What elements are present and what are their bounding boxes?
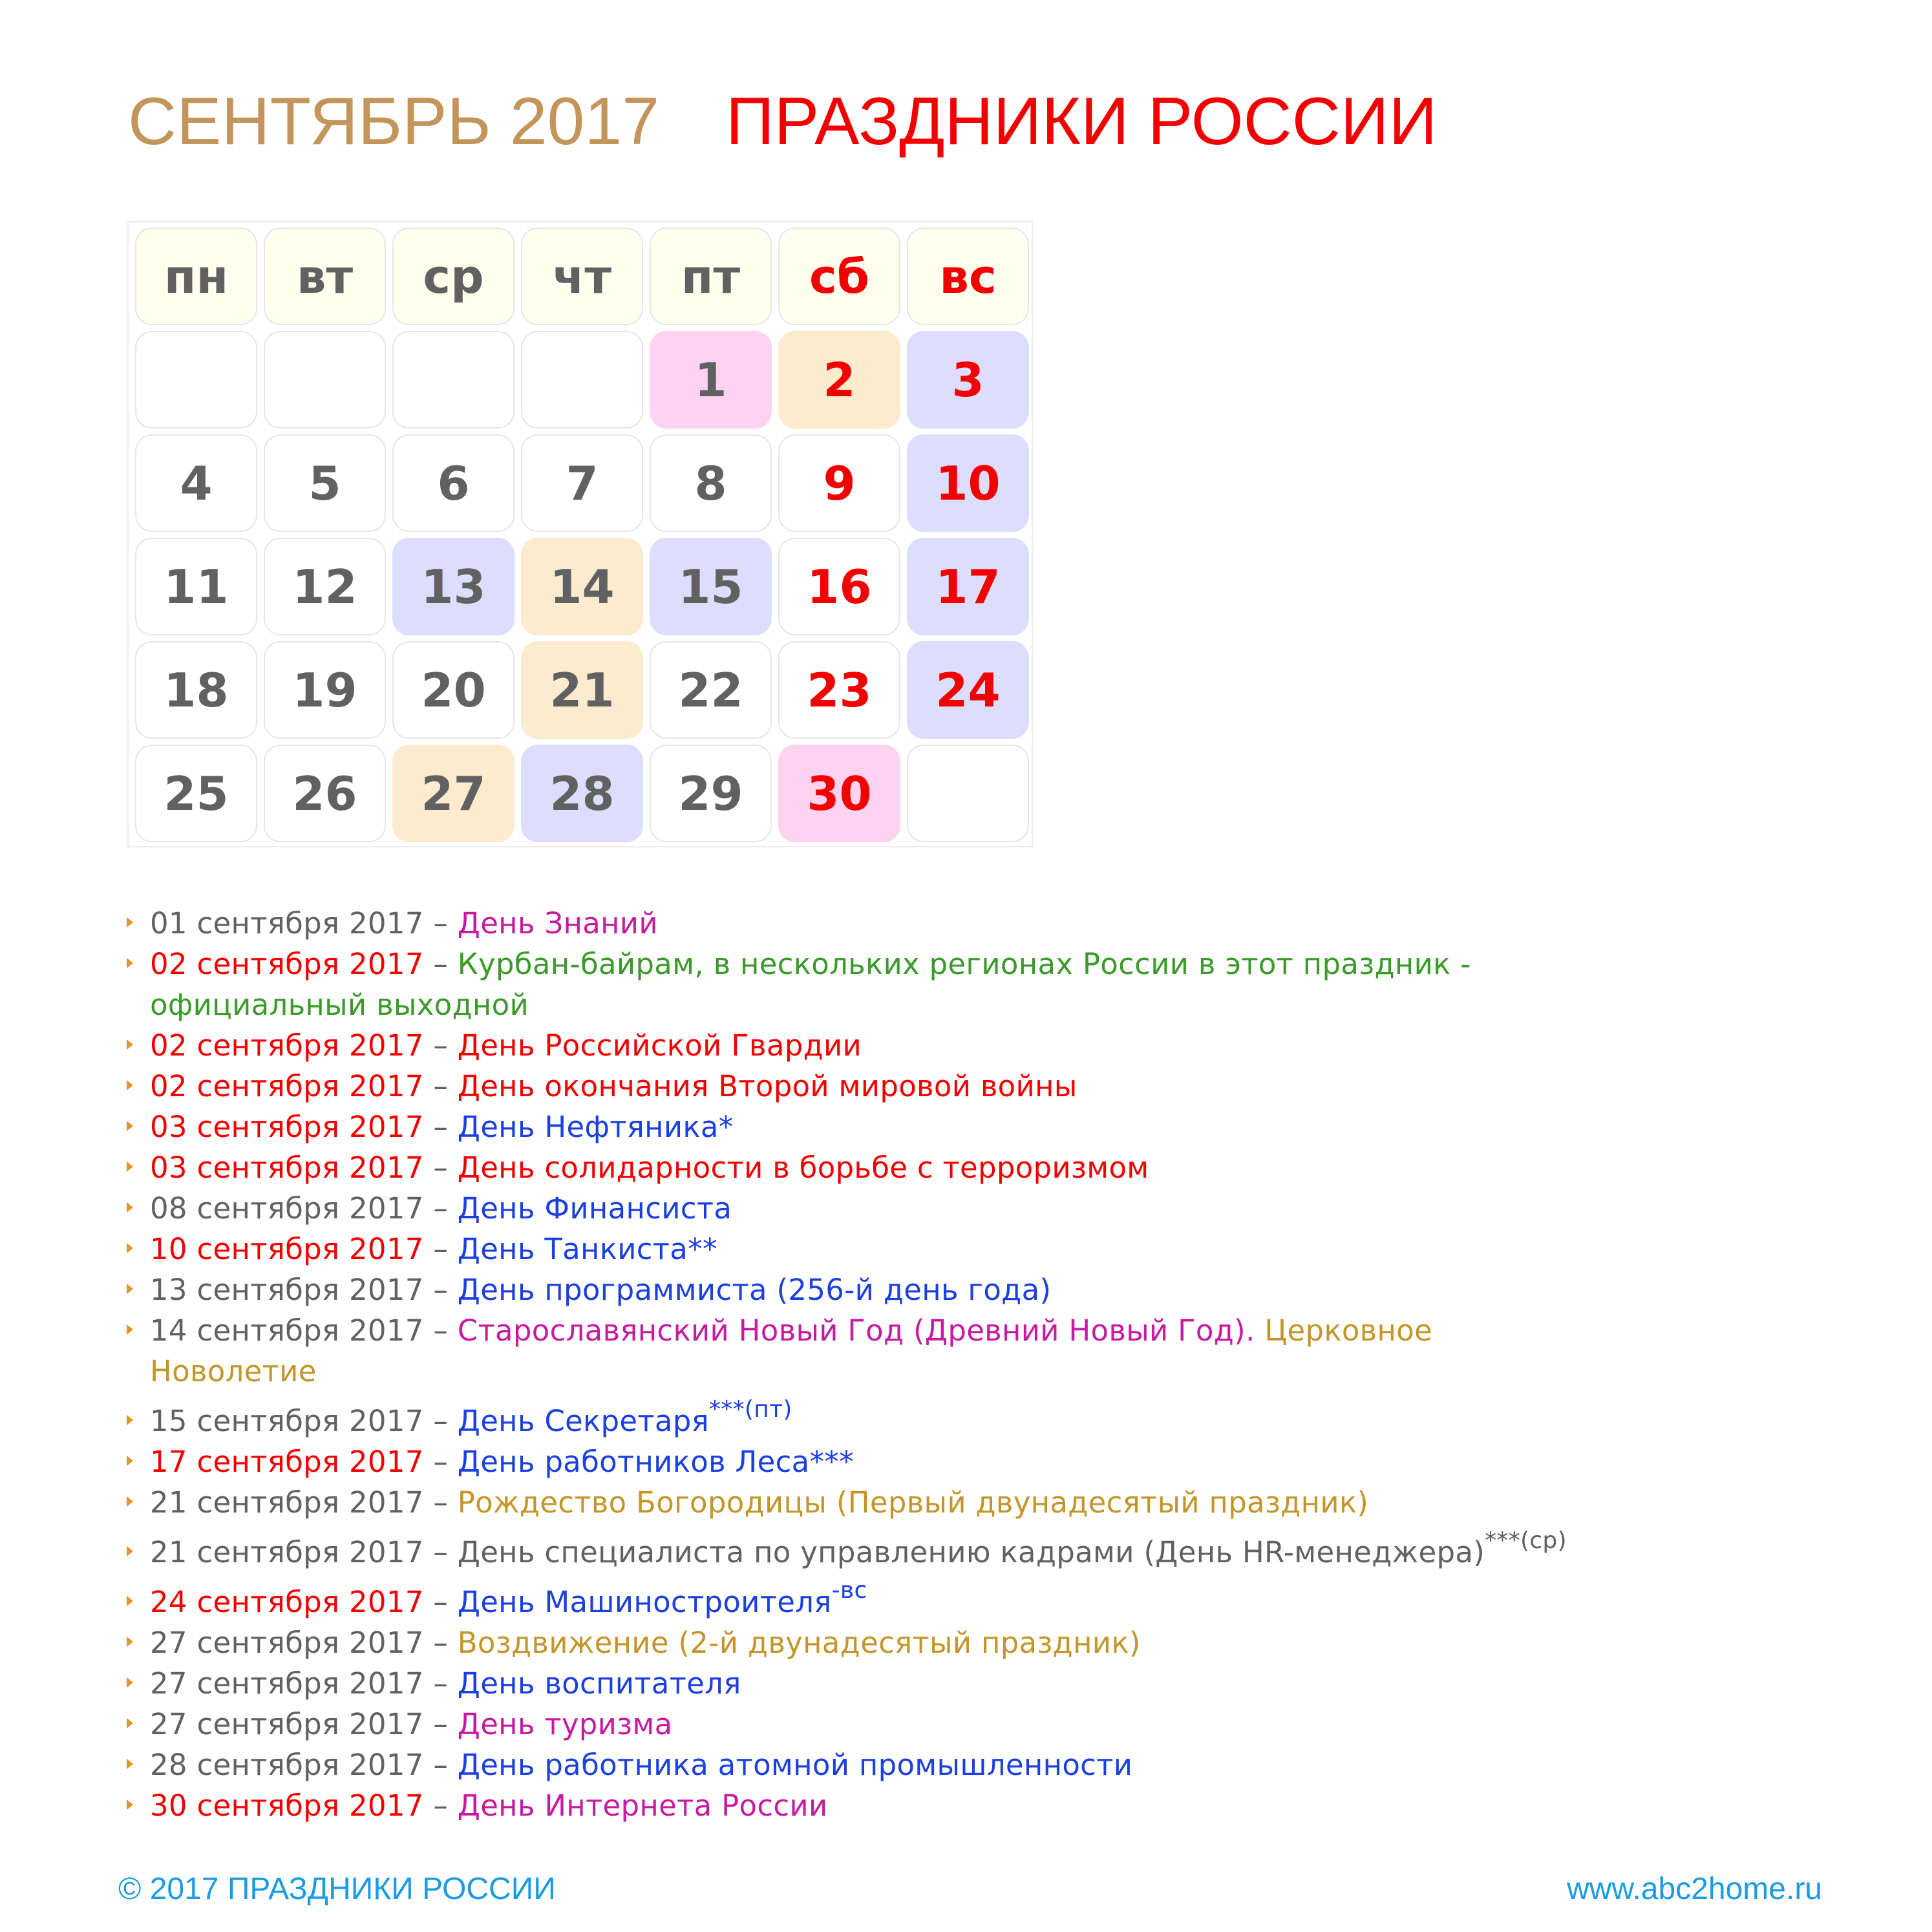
holiday-date: 24 сентября 2017 <box>150 1585 424 1619</box>
bullet-arrow-icon <box>127 1718 133 1728</box>
holiday-item <box>127 1188 1613 1229</box>
holiday-name: День Нефтяника* <box>457 1110 734 1144</box>
holiday-date: 15 сентября 2017 <box>150 1404 424 1438</box>
calendar-day: 28 <box>521 745 643 842</box>
holiday-name: День окончания Второй мировой войны <box>457 1069 1077 1103</box>
holiday-date: 03 сентября 2017 <box>150 1110 424 1144</box>
page-title <box>128 83 1438 160</box>
bullet-arrow-icon <box>127 958 133 968</box>
holiday-item <box>127 1147 1613 1188</box>
holiday-date: 30 сентября 2017 <box>150 1789 424 1823</box>
bullet-arrow-icon <box>127 1456 133 1466</box>
bullet-arrow-icon <box>127 917 133 928</box>
calendar-day: 14 <box>521 538 643 635</box>
holiday-date: 14 сентября 2017 <box>150 1313 424 1348</box>
holiday-name: Воздвижение (2-й двунадесятый праздник) <box>457 1626 1141 1660</box>
calendar-day: 7 <box>521 434 643 532</box>
holiday-date: 13 сентября 2017 <box>150 1273 424 1307</box>
holiday-date: 10 сентября 2017 <box>150 1232 424 1266</box>
holiday-name: Старославянский Новый Год (Древний Новый Год). <box>457 1313 1265 1348</box>
holiday-name: День Секретаря <box>457 1404 709 1438</box>
holiday-item <box>127 1745 1613 1785</box>
holiday-name: День Финансиста <box>457 1191 732 1226</box>
calendar-day: 18 <box>135 641 257 739</box>
calendar-day: 26 <box>264 745 386 842</box>
calendar-day: 11 <box>135 538 257 635</box>
holiday-footnote-mark: -вс <box>831 1577 867 1604</box>
dash-separator: – <box>423 1626 458 1660</box>
holiday-date: 02 сентября 2017 <box>150 947 424 981</box>
holiday-name-continuation: Новолетие <box>150 1354 317 1388</box>
calendar-day: 4 <box>135 434 257 532</box>
holiday-name: День программиста (256-й день года) <box>457 1273 1052 1307</box>
holiday-name: День воспитателя <box>457 1666 741 1701</box>
holiday-name: Рождество Богородицы (Первый двунадесятый праздник) <box>457 1485 1369 1520</box>
bullet-arrow-icon <box>127 1243 133 1253</box>
holiday-item <box>127 903 1613 944</box>
dash-separator: – <box>423 1445 458 1479</box>
weekday-header: пн <box>135 228 257 325</box>
dash-separator: – <box>423 1028 458 1063</box>
calendar-empty-cell <box>135 331 257 429</box>
dash-separator: – <box>423 1313 458 1348</box>
calendar-day: 17 <box>907 538 1029 635</box>
dash-separator: – <box>423 1232 458 1266</box>
holiday-item <box>127 1704 1613 1745</box>
calendar-day: 25 <box>135 745 257 842</box>
dash-separator: – <box>423 1707 458 1741</box>
holiday-list <box>127 903 1613 1826</box>
holiday-name-continuation: официальный выходной <box>150 988 529 1022</box>
holiday-date: 28 сентября 2017 <box>150 1748 424 1782</box>
calendar-day: 10 <box>907 434 1029 532</box>
bullet-arrow-icon <box>127 1039 133 1050</box>
dash-separator: – <box>423 1748 458 1782</box>
dash-separator: – <box>423 1585 458 1619</box>
holiday-footnote-mark: ***(пт) <box>708 1396 792 1423</box>
holiday-name: День туризма <box>457 1707 673 1741</box>
calendar-day: 15 <box>650 538 772 635</box>
holiday-date: 03 сентября 2017 <box>150 1151 424 1185</box>
holiday-item <box>127 1663 1613 1704</box>
calendar-day: 20 <box>392 641 515 739</box>
calendar-day: 13 <box>392 538 515 635</box>
holiday-item <box>127 1785 1613 1826</box>
holiday-item <box>127 1622 1613 1663</box>
bullet-arrow-icon <box>127 1162 133 1172</box>
holiday-date: 01 сентября 2017 <box>150 906 424 940</box>
holiday-date: 27 сентября 2017 <box>150 1707 424 1741</box>
holiday-name: День специалиста по управлению кадрами (День HR-менеджера) <box>457 1535 1485 1569</box>
dash-separator: – <box>423 1273 458 1307</box>
holiday-item <box>127 1310 1613 1392</box>
calendar-day: 16 <box>778 538 900 635</box>
title-holidays: ПРАЗДНИКИ РОССИИ <box>726 84 1438 159</box>
calendar-day: 9 <box>778 434 900 532</box>
holiday-item <box>127 1396 1613 1441</box>
holiday-footnote-mark: ***(ср) <box>1485 1527 1567 1554</box>
holiday-name: День работника атомной промышленности <box>457 1748 1133 1782</box>
calendar-day: 12 <box>264 538 386 635</box>
bullet-arrow-icon <box>127 1202 133 1213</box>
dash-separator: – <box>423 947 458 981</box>
calendar-day: 22 <box>650 641 772 739</box>
dash-separator: – <box>423 1485 458 1520</box>
dash-separator: – <box>423 906 458 940</box>
holiday-name: День Российской Гвардии <box>457 1028 862 1063</box>
bullet-arrow-icon <box>127 1546 133 1556</box>
holiday-item <box>127 1482 1613 1523</box>
bullet-arrow-icon <box>127 1596 133 1606</box>
holiday-date: 02 сентября 2017 <box>150 1069 424 1103</box>
bullet-arrow-icon <box>127 1415 133 1425</box>
holiday-name: День работников Леса*** <box>457 1445 854 1479</box>
calendar-day: 5 <box>264 434 386 532</box>
holiday-item <box>127 1025 1613 1066</box>
bullet-arrow-icon <box>127 1799 133 1810</box>
calendar-day: 21 <box>521 641 643 739</box>
bullet-arrow-icon <box>127 1677 133 1688</box>
calendar-day: 30 <box>778 745 900 842</box>
weekday-header: чт <box>521 228 643 325</box>
holiday-item <box>127 1269 1613 1310</box>
holiday-date: 27 сентября 2017 <box>150 1626 424 1660</box>
dash-separator: – <box>423 1110 458 1144</box>
bullet-arrow-icon <box>127 1080 133 1090</box>
holiday-item <box>127 1441 1613 1482</box>
dash-separator: – <box>423 1404 458 1438</box>
title-month: СЕНТЯБРЬ 2017 <box>128 84 660 159</box>
holiday-item <box>127 1107 1613 1147</box>
weekday-header: сб <box>778 228 900 325</box>
holiday-date: 21 сентября 2017 <box>150 1485 424 1520</box>
calendar-empty-cell <box>521 331 643 429</box>
calendar-empty-cell <box>264 331 386 429</box>
holiday-item <box>127 944 1613 1025</box>
holiday-name: Церковное <box>1264 1313 1433 1348</box>
bullet-arrow-icon <box>127 1637 133 1647</box>
holiday-name: День Интернета России <box>457 1789 828 1823</box>
holiday-date: 02 сентября 2017 <box>150 1028 424 1063</box>
calendar-day: 23 <box>778 641 900 739</box>
bullet-arrow-icon <box>127 1324 133 1335</box>
holiday-date: 27 сентября 2017 <box>150 1666 424 1701</box>
calendar-grid <box>127 221 1033 847</box>
holiday-date: 08 сентября 2017 <box>150 1191 424 1226</box>
holiday-name: День Знаний <box>457 906 658 940</box>
bullet-arrow-icon <box>127 1121 133 1131</box>
calendar-day: 27 <box>392 745 515 842</box>
holiday-date: 17 сентября 2017 <box>150 1445 424 1479</box>
holiday-date: 21 сентября 2017 <box>150 1535 424 1569</box>
calendar-day: 29 <box>650 745 772 842</box>
footer-website-link[interactable]: www.abc2home.ru <box>1567 1872 1822 1906</box>
calendar-day: 24 <box>907 641 1029 739</box>
holiday-item <box>127 1229 1613 1269</box>
calendar-day: 3 <box>907 331 1029 429</box>
dash-separator: – <box>423 1191 458 1226</box>
dash-separator: – <box>423 1069 458 1103</box>
dash-separator: – <box>423 1535 458 1569</box>
weekday-header: вт <box>264 228 386 325</box>
holiday-item <box>127 1577 1613 1622</box>
dash-separator: – <box>423 1151 458 1185</box>
weekday-header: ср <box>392 228 515 325</box>
dash-separator: – <box>423 1789 458 1823</box>
calendar-empty-cell <box>392 331 515 429</box>
weekday-header: вс <box>907 228 1029 325</box>
calendar-day: 8 <box>650 434 772 532</box>
footer-copyright: © 2017 ПРАЗДНИКИ РОССИИ <box>118 1872 556 1906</box>
bullet-arrow-icon <box>127 1496 133 1507</box>
holiday-name: День Танкиста** <box>457 1232 717 1266</box>
calendar-day: 1 <box>650 331 772 429</box>
holiday-item <box>127 1066 1613 1107</box>
holiday-name: Курбан-байрам, в нескольких регионах России в этот праздник - <box>457 947 1471 981</box>
weekday-header: пт <box>650 228 772 325</box>
calendar-day: 2 <box>778 331 900 429</box>
dash-separator: – <box>423 1666 458 1701</box>
holiday-name: День Машиностроителя <box>457 1585 832 1619</box>
bullet-arrow-icon <box>127 1284 133 1294</box>
holiday-item <box>127 1527 1613 1573</box>
calendar-day: 6 <box>392 434 515 532</box>
calendar-empty-cell <box>907 745 1029 842</box>
bullet-arrow-icon <box>127 1759 133 1769</box>
calendar-day: 19 <box>264 641 386 739</box>
holiday-name: День солидарности в борьбе с терроризмом <box>457 1151 1149 1185</box>
